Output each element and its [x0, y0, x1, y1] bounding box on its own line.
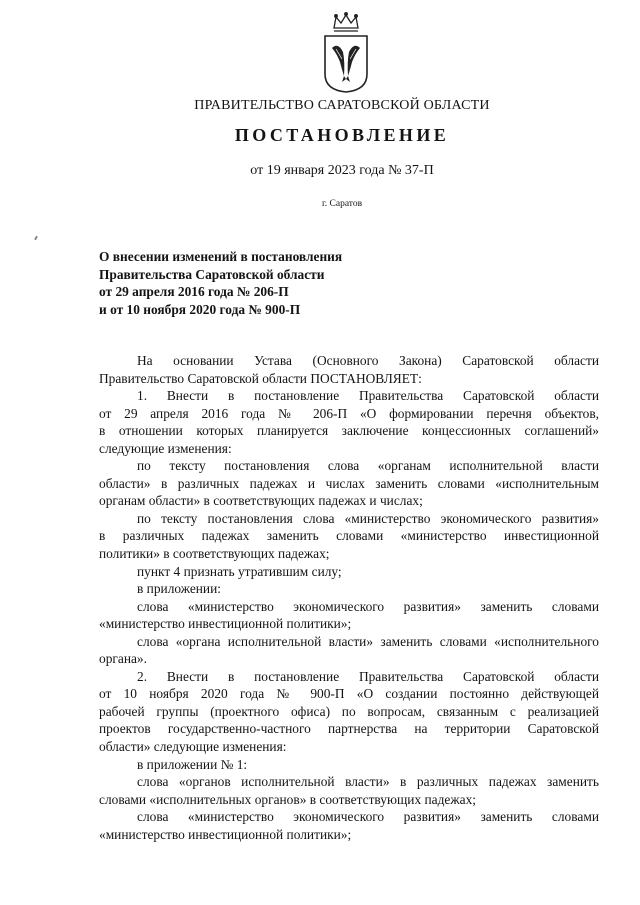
title-line: Правительства Саратовской области	[99, 266, 325, 282]
document-city: г. Саратов	[321, 199, 363, 209]
body-line: политики» в соответствующих падежах;	[99, 546, 330, 562]
body-line: органа».	[99, 651, 147, 667]
body-line: слова «органа исполнительной власти» заменить словами «исполнительного	[137, 633, 599, 649]
body-line: 1. Внести в постановление Правительства Саратовской области	[137, 388, 599, 404]
document-type: ПОСТАНОВЛЕНИЕ	[234, 125, 450, 145]
title-line: О внесении изменений в постановления	[99, 249, 343, 264]
body-line: проектов государственно-частного партнерства на территории Саратовской	[99, 721, 599, 737]
scan-mark	[34, 236, 38, 240]
body-line: области» следующие изменения:	[99, 739, 287, 755]
body-line: органам области» в соответствующих падежах и числах;	[99, 493, 423, 509]
body-line: слова «органов исполнительной власти» в различных падежах заменить	[137, 774, 599, 790]
body-line: слова «министерство экономического развития» заменить словами	[137, 598, 599, 614]
body-line: по тексту постановления слова «органам исполнительной власти	[137, 458, 599, 474]
body-line: от 29 апреля 2016 года № 206-П «О формировании перечня объектов,	[99, 405, 599, 421]
body-line: «министерство инвестиционной политики»;	[99, 826, 352, 842]
body-line: словами «исполнительных органов» в соответствующих падежах;	[99, 791, 476, 807]
title-line: от 29 апреля 2016 года № 206-П	[99, 284, 289, 299]
body-line: в отношении которых планируется заключение концессионных соглашений»	[99, 423, 599, 439]
body-line: в приложении № 1:	[137, 756, 248, 772]
body-line: «министерство инвестиционной политики»;	[99, 616, 352, 632]
body-line: по тексту постановления слова «министерство экономического развития»	[137, 510, 599, 526]
document-body	[99, 352, 599, 843]
title-line: и от 10 ноября 2020 года № 900-П	[99, 301, 301, 317]
body-line: 2. Внести в постановление Правительства Саратовской области	[137, 668, 599, 684]
body-line: в приложении:	[137, 581, 221, 597]
body-line: На основании Устава (Основного Закона) Саратовской области	[137, 353, 599, 368]
government-name: ПРАВИТЕЛЬСТВО САРАТОВСКОЙ ОБЛАСТИ	[194, 98, 490, 113]
document-date-number: от 19 января 2023 года № 37-П	[250, 163, 434, 178]
body-line: слова «министерство экономического развития» заменить словами	[137, 809, 599, 825]
body-line: области» в различных падежах и числах заменить словами «исполнительным	[99, 475, 599, 491]
body-line: следующие изменения:	[99, 440, 232, 456]
body-line: рабочей группы (проектного офиса) по вопросам, связанным с реализацией	[99, 703, 599, 719]
body-line: пункт 4 признать утратившим силу;	[137, 563, 342, 579]
body-line: от 10 ноября 2020 года № 900-П «О создании постоянно действующей	[99, 686, 599, 702]
coat-of-arms-emblem	[322, 12, 370, 94]
body-line: в различных падежах заменить словами «министерство инвестиционной	[99, 528, 599, 544]
body-line: Правительство Саратовской области ПОСТАНОВЛЯЕТ:	[99, 370, 422, 386]
document-title	[99, 248, 342, 318]
